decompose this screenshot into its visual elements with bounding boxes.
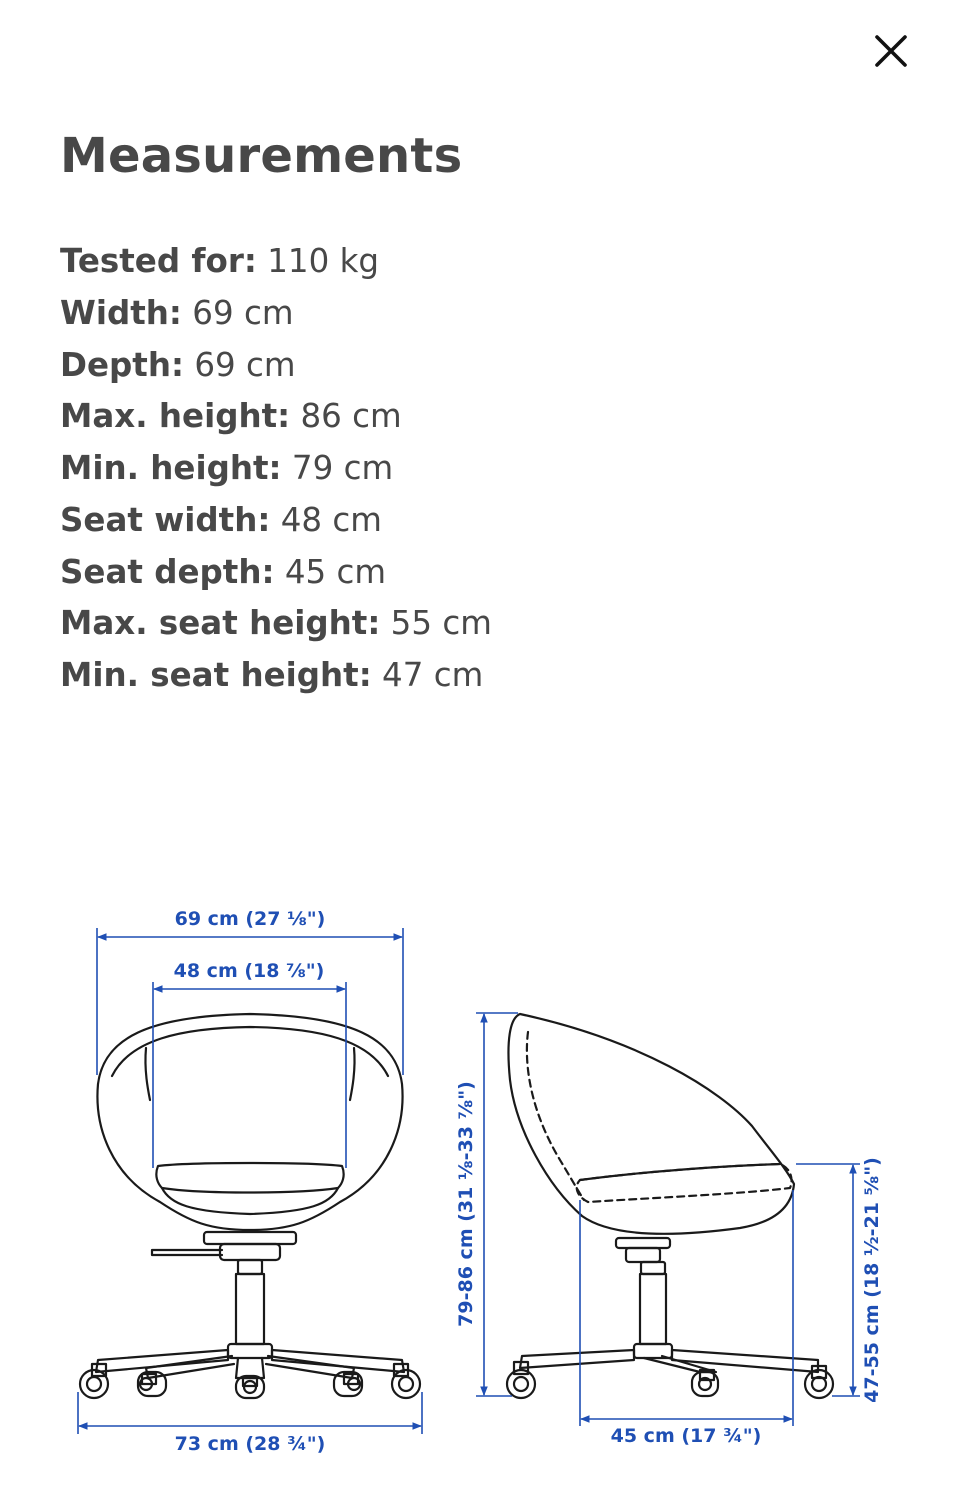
dim-seat-depth-label: 45 cm (17 ¾") (610, 1425, 762, 1447)
measurement-label: Min. height: (60, 449, 282, 487)
measurement-label: Min. seat height: (60, 656, 372, 694)
measurement-min-height (60, 443, 492, 495)
measurement-min-seat-height (60, 650, 492, 702)
measurement-depth (60, 340, 492, 392)
measurement-value: 79 cm (291, 449, 394, 487)
measurement-label: Depth: (60, 345, 184, 384)
measurement-label: Seat depth: (60, 552, 275, 591)
measurement-seat-width (60, 495, 492, 547)
measurement-value: 86 cm (300, 397, 402, 436)
page-title: Measurements (60, 128, 463, 184)
measurement-value: 69 cm (192, 293, 294, 332)
measurement-max-seat-height (60, 598, 492, 650)
measurement-list (60, 236, 492, 702)
measurement-value: 110 kg (267, 242, 380, 280)
measurement-value: 69 cm (194, 345, 296, 384)
dim-overall-width-label: 69 cm (27 ⅛") (174, 908, 326, 930)
measurement-value: 55 cm (390, 604, 492, 643)
dimension-diagram (0, 880, 960, 1480)
measurement-label: Max. seat height: (60, 604, 381, 643)
dim-base-width-label: 73 cm (28 ¾") (174, 1433, 326, 1455)
measurement-tested-for (60, 236, 492, 288)
close-icon (874, 34, 908, 68)
measurement-label: Tested for: (60, 242, 257, 280)
measurement-value: 45 cm (284, 552, 387, 591)
measurement-value: 48 cm (280, 500, 382, 539)
measurement-label: Seat width: (60, 500, 271, 539)
close-button[interactable] (862, 22, 920, 80)
chair-side-view (507, 1014, 833, 1398)
dim-height-label: 79-86 cm (31 ⅛-33 ⅞") (455, 1081, 477, 1327)
measurement-width (60, 288, 492, 340)
dim-seat-width-label: 48 cm (18 ⅞") (173, 960, 325, 982)
chair-front-view (80, 1014, 420, 1398)
measurement-label: Width: (60, 293, 182, 332)
dim-seat-height-label: 47-55 cm (18 ½-21 ⅝") (861, 1157, 883, 1403)
measurement-max-height (60, 391, 492, 443)
measurement-seat-depth (60, 547, 492, 599)
measurement-label: Max. height: (60, 397, 291, 436)
measurement-value: 47 cm (382, 656, 484, 694)
